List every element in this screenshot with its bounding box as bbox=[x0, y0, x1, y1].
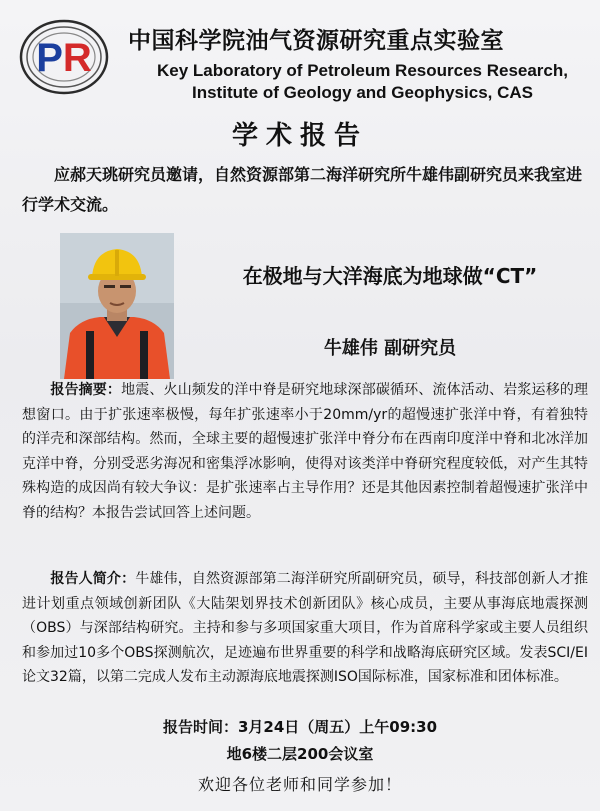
abstract-text: 地震、火山频发的洋中脊是研究地球深部碳循环、流体活动、岩浆运移的理想窗口。由于扩张速率极慢，每年扩张速率小于20mm/yr的超慢速扩张洋中脊，有着独特的洋壳和深部结构。然而，全球主要的超慢速扩张洋中脊分布在西南印度洋中脊和北冰洋加克洋中脊，分别受恶劣海况和密集浮冰影响，使得对该类洋中脊研究程度较低，对产生其特殊构造的成因尚有较大争议：是扩张速率占主导作用？还是其他因素控制着超慢速扩张洋中脊的结构？本报告尝试回答上述问题。 bbox=[22, 382, 589, 521]
welcome-text: 欢迎各位老师和同学参加！ bbox=[197, 775, 402, 794]
bio-text: 牛雄伟，自然资源部第二海洋研究所副研究员，硕导，科技部创新人才推进计划重点领域创新团队《大陆架划界技术创新团队》核心成员，主要从事海底地震探测（OBS）与深部结构研究。主持和参与多项国家重大项目，作为首席科学家或主要人员组织和参加过10多个OBS探测航次，足迹遍布世界重要的科学和战略海底研究区域。发表SCI/EI论文32篇，以第二完成人发布主动源海底地震探测ISO国际标准，国家标准和团体标准。 bbox=[22, 571, 589, 685]
institution-name-cn: 中国科学院油气资源研究重点实验室 bbox=[128, 28, 504, 54]
institution-name-en bbox=[130, 60, 595, 104]
speaker-name: 牛雄伟 副研究员 bbox=[323, 338, 457, 359]
abstract-paragraph bbox=[22, 378, 588, 525]
report-location: 地6楼二层200会议室 bbox=[226, 745, 374, 763]
indent-spacer bbox=[22, 571, 50, 587]
bio-paragraph bbox=[22, 567, 588, 690]
institution-en-line-1: Key Laboratory of Petroleum Resources Research, bbox=[157, 61, 568, 80]
talk-title: 在极地与大洋海底为地球做“CT” bbox=[242, 264, 538, 288]
report-title: 学术报告 bbox=[231, 121, 368, 151]
indent-spacer bbox=[22, 382, 50, 398]
svg-text:PR: PR bbox=[36, 36, 92, 80]
pr-logo-icon bbox=[18, 18, 110, 96]
abstract-label: 报告摘要： bbox=[50, 382, 122, 398]
speaker-portrait-image bbox=[60, 233, 174, 379]
invitation-text: 应郝天珧研究员邀请，自然资源部第二海洋研究所牛雄伟副研究员来我室进行学术交流。 bbox=[22, 165, 583, 214]
report-time: 报告时间：3月24日（周五）上午09:30 bbox=[162, 718, 438, 736]
institution-en-line-2: Institute of Geology and Geophysics, CAS bbox=[192, 83, 533, 102]
lab-logo bbox=[18, 18, 110, 96]
bio-label: 报告人简介： bbox=[50, 571, 136, 587]
speaker-photo bbox=[60, 233, 174, 379]
